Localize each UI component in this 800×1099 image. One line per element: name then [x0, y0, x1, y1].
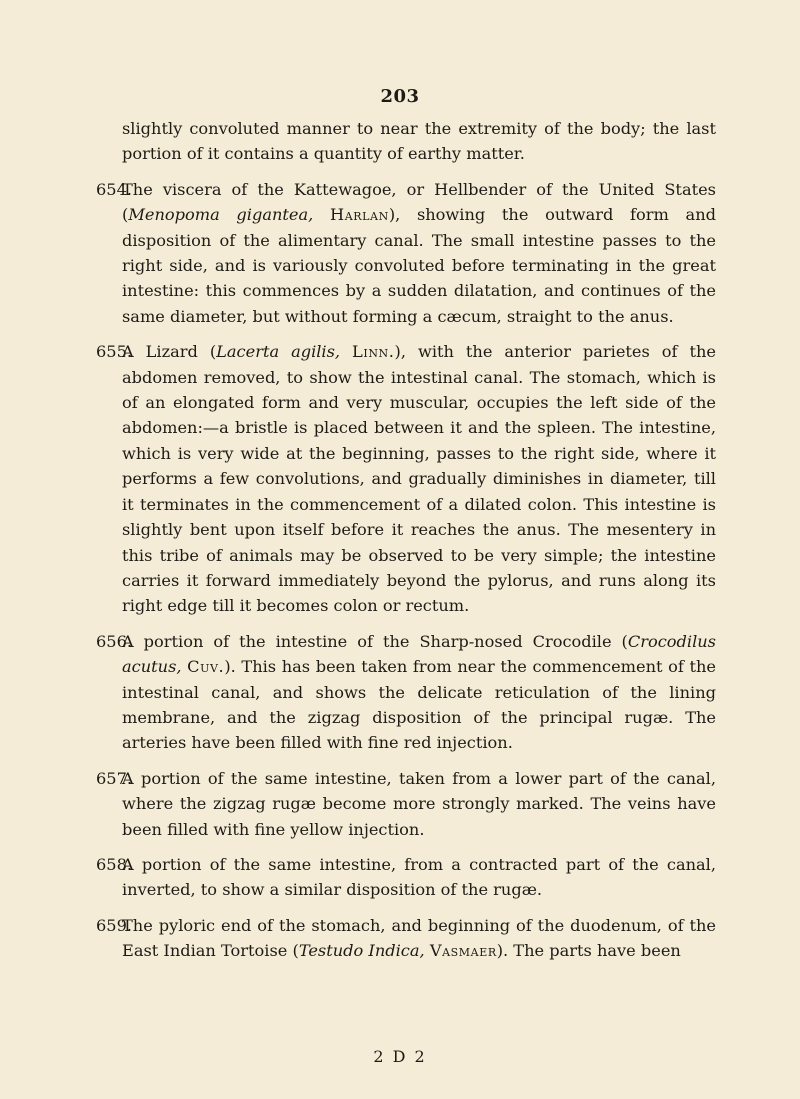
entry-text-rest: ), with the anterior parietes of the abdomen removed, to show the intestinal canal. The stomach, which is of an elongated form and very muscular, occupies the left side of the abdomen:—a bristle is placed between it and the spleen. The intestine, which is very wide at the beginning, passes to the right side, where it performs a few convolutions, and gradually diminishes in diameter, till it terminates in the commencement of a dilated colon. This intestine is slightly bent upon itself before it reaches the anus. The mesentery in this tribe of animals may be observed to be very simple; the intestine carries it forward immediately beyond the pylorus, and runs along its right edge till it becomes colon or rectum.: [122, 342, 716, 616]
page-body: [96, 116, 716, 974]
species-name: Testudo Indica,: [298, 941, 425, 961]
entry-number: 659.: [96, 915, 133, 935]
authority-name: Vasmaer: [429, 941, 497, 961]
entry-number: 654.: [96, 179, 133, 199]
entry-text-lead: The pyloric end of the stomach, and beginning of the duodenum, of the East Indian Tortoise (: [122, 915, 716, 961]
entry-text-lead: The viscera of the Kattewagoe, or Hellbender of the United States (: [122, 179, 716, 225]
entry-text: [122, 629, 716, 756]
entry-text-lead: A Lizard (: [122, 342, 217, 362]
authority-name: Harlan: [329, 205, 389, 225]
entry-text-rest: ). The parts have been: [496, 941, 681, 961]
entry-text: A portion of the same intestine, taken from a lower part of the canal, where the zigzag rugæ become more strongly marked. The veins have been filled with fine yellow injection.: [122, 768, 716, 839]
entry-text-rest: ), showing the outward form and disposition of the alimentary canal. The small intestine passes to the right side, and is variously convoluted before terminating in the great intestine: this commences by a sudden dilatation, and continues of the same diameter, but without forming a cæcum, straight to the anus.: [122, 205, 716, 326]
authority-name: Linn.: [352, 342, 395, 362]
intro-paragraph: slightly convoluted manner to near the extremity of the body; the last portion of it contains a quantity of earthy matter.: [122, 119, 716, 164]
entry-text: [122, 177, 716, 329]
catalogue-entry-655: [96, 339, 716, 618]
entry-number: 658.: [96, 854, 133, 874]
entry-text-rest: ). This has been taken from near the commencement of the intestinal canal, and shows the delicate reticulation of the lining membrane, and the zigzag disposition of the principal rugæ. The arteries have been filled with fine red injection.: [122, 657, 716, 753]
species-name: Menopoma gigantea,: [128, 205, 314, 225]
page-number: 203: [380, 86, 420, 107]
entry-text: [122, 339, 716, 618]
entry-number: 657.: [96, 768, 133, 788]
entry-text: A portion of the same intestine, from a contracted part of the canal, inverted, to show a similar disposition of the rugæ.: [122, 854, 716, 900]
catalogue-entry-657: [96, 766, 716, 842]
entry-number: 656.: [96, 631, 133, 651]
catalogue-entry-654: [96, 177, 716, 329]
species-name: Crocodilus acutus,: [122, 631, 716, 677]
entry-text-lead: A portion of the intestine of the Sharp-nosed Crocodile (: [122, 631, 628, 651]
catalogue-entry-658: [96, 852, 716, 903]
authority-name: Cuv.: [187, 657, 225, 677]
entry-number: 655.: [96, 342, 133, 362]
catalogue-entry-656: [96, 629, 716, 756]
entry-text: [122, 913, 716, 964]
species-name: Lacerta agilis,: [216, 342, 341, 362]
catalogue-entry-659: [96, 913, 716, 964]
signature-mark: 2 D 2: [373, 1047, 427, 1066]
